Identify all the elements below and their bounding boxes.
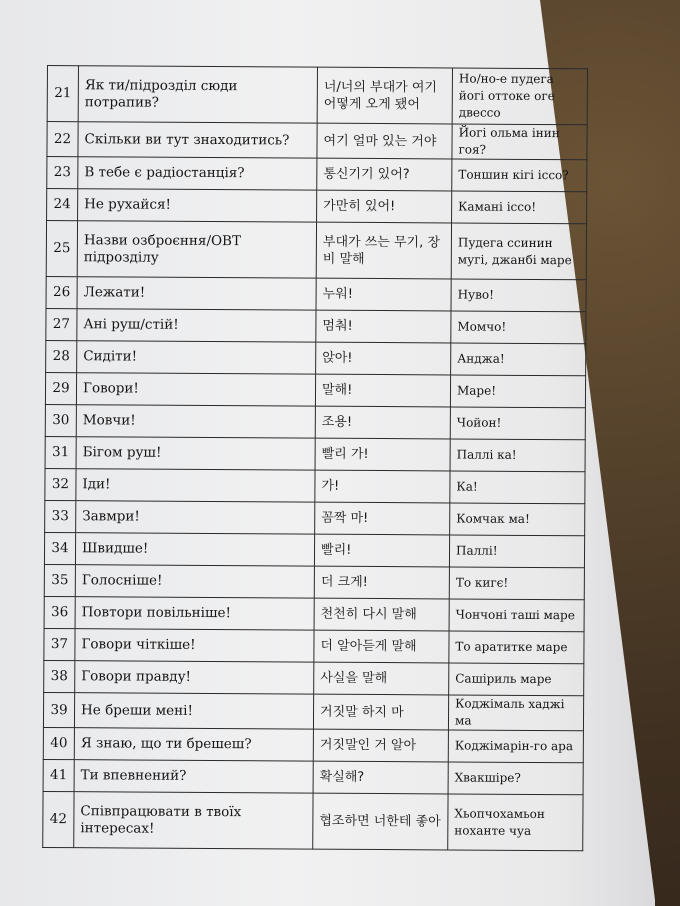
transliteration: Момчо! [451, 311, 586, 344]
korean-phrase: 빨리! [314, 534, 449, 567]
ukrainian-phrase: В тебе є радіостанція? [78, 157, 317, 190]
table-row [45, 436, 585, 471]
row-number: 26 [46, 276, 77, 308]
korean-phrase: 협조하면 너한테 좋아 [313, 793, 448, 850]
korean-phrase: 앉아! [316, 342, 451, 375]
korean-phrase: 가! [315, 470, 450, 503]
korean-phrase: 빨리 가! [315, 438, 450, 471]
ukrainian-phrase: Говори чіткіше! [75, 629, 314, 662]
korean-phrase: 더 알아듣게 말해 [314, 630, 449, 663]
ukrainian-phrase: Іди! [76, 469, 315, 502]
table-row [47, 157, 587, 192]
korean-phrase: 말해! [315, 374, 450, 407]
transliteration: То кигє! [449, 567, 584, 600]
phrase-table [42, 65, 588, 851]
korean-phrase: 멈춰! [316, 310, 451, 343]
korean-phrase: 꼼짝 마! [315, 502, 450, 535]
row-number: 30 [45, 404, 76, 436]
row-number: 31 [45, 436, 76, 468]
ukrainian-phrase: Я знаю, що ти брешеш? [74, 728, 313, 761]
transliteration: Хвакшіре? [448, 762, 583, 795]
row-number: 21 [47, 66, 78, 122]
ukrainian-phrase: Швидше! [75, 533, 314, 566]
table-row [43, 791, 583, 850]
korean-phrase: 부대가 쓰는 무기, 장비 말해 [316, 222, 451, 279]
row-number: 24 [47, 189, 78, 221]
row-number: 42 [43, 791, 74, 847]
ukrainian-phrase: Співпрацювати в твоїх інтересах! [74, 792, 313, 849]
korean-phrase: 더 크게! [314, 566, 449, 599]
table-row [43, 692, 583, 730]
ukrainian-phrase: Ти впевнений? [74, 760, 313, 793]
ukrainian-phrase: Не рухайся! [78, 189, 317, 222]
ukrainian-phrase: Завмри! [76, 501, 315, 534]
table-row [46, 340, 586, 375]
table-row [46, 276, 586, 311]
ukrainian-phrase: Повтори повільніше! [75, 597, 314, 630]
row-number: 38 [44, 660, 75, 692]
table-row [45, 500, 585, 535]
korean-phrase: 조용! [315, 406, 450, 439]
table-row [45, 404, 585, 439]
table-row [45, 372, 585, 407]
table-row [47, 189, 587, 224]
transliteration: Но/но-е пудега йогі оттоке оге двессо [452, 68, 587, 125]
ukrainian-phrase: Говори правду! [75, 661, 314, 694]
table-row [45, 468, 585, 503]
row-number: 28 [46, 340, 77, 372]
row-number: 35 [44, 564, 75, 596]
ukrainian-phrase: Не бреши мені! [74, 693, 313, 729]
transliteration: Хьопчохамьон ноханте чуа [448, 794, 583, 851]
table-row [44, 596, 584, 631]
table-row [44, 628, 584, 663]
korean-phrase: 사실을 말해 [314, 662, 449, 695]
transliteration: Ка! [450, 471, 585, 504]
row-number: 22 [47, 122, 78, 157]
row-number: 41 [43, 759, 74, 791]
table-row [44, 660, 584, 695]
row-number: 23 [47, 157, 78, 189]
row-number: 40 [43, 727, 74, 759]
korean-phrase: 천천히 다시 말해 [314, 598, 449, 631]
ukrainian-phrase: Сидіти! [77, 341, 316, 374]
transliteration: Коджімарін-го ара [448, 730, 583, 763]
transliteration: Анджа! [451, 343, 586, 376]
korean-phrase: 거짓말인 거 알아 [313, 729, 448, 762]
transliteration: Чончоні таші маре [449, 599, 584, 632]
table-row [46, 221, 586, 280]
ukrainian-phrase: Лежати! [77, 277, 316, 310]
ukrainian-phrase: Ані руш/стій! [77, 309, 316, 342]
table-row [47, 122, 587, 160]
transliteration: Йогі ольма інин гоя? [452, 124, 587, 160]
transliteration: Паллі ка! [450, 439, 585, 472]
row-number: 37 [44, 628, 75, 660]
transliteration: Тоншин кігі іссо? [452, 159, 587, 192]
row-number: 29 [45, 372, 76, 404]
row-number: 39 [43, 692, 74, 727]
transliteration: Коджімаль хаджі ма [448, 695, 583, 731]
korean-phrase: 통신기기 있어? [317, 158, 452, 191]
transliteration: Камані іссо! [452, 191, 587, 224]
ukrainian-phrase: Назви озброєння/ОВТ підрозділу [77, 221, 316, 278]
transliteration: Чойон! [450, 407, 585, 440]
row-number: 25 [46, 221, 77, 277]
transliteration: Маре! [450, 375, 585, 408]
table-row [46, 308, 586, 343]
table-row [43, 727, 583, 762]
korean-phrase: 누워! [316, 278, 451, 311]
korean-phrase: 거짓말 하지 마 [313, 694, 448, 730]
phrase-table-body [43, 66, 588, 851]
row-number: 34 [44, 532, 75, 564]
row-number: 32 [45, 468, 76, 500]
table-row [43, 759, 583, 794]
ukrainian-phrase: Голосніше! [75, 565, 314, 598]
ukrainian-phrase: Мовчи! [76, 405, 315, 438]
ukrainian-phrase: Як ти/підрозділ сюди потрапив? [78, 66, 317, 123]
korean-phrase: 확실해? [313, 761, 448, 794]
transliteration: Комчак ма! [450, 503, 585, 536]
korean-phrase: 가만히 있어! [317, 190, 452, 223]
table-row [47, 66, 587, 125]
ukrainian-phrase: Говори! [76, 373, 315, 406]
row-number: 36 [44, 596, 75, 628]
ukrainian-phrase: Скільки ви тут знаходитись? [78, 122, 317, 158]
korean-phrase: 여기 얼마 있는 거야 [317, 123, 452, 159]
transliteration: Нуво! [451, 279, 586, 312]
row-number: 27 [46, 308, 77, 340]
transliteration: Сашіриль маре [449, 663, 584, 696]
table-row [44, 532, 584, 567]
ukrainian-phrase: Бігом руш! [76, 437, 315, 470]
transliteration: То аратитке маре [449, 631, 584, 664]
transliteration: Пудега ссинин мугі, джанбі маре [451, 223, 586, 280]
row-number: 33 [45, 500, 76, 532]
korean-phrase: 너/너의 부대가 여기 어떻게 오게 됐어 [317, 67, 452, 124]
transliteration: Паллі! [449, 535, 584, 568]
table-row [44, 564, 584, 599]
